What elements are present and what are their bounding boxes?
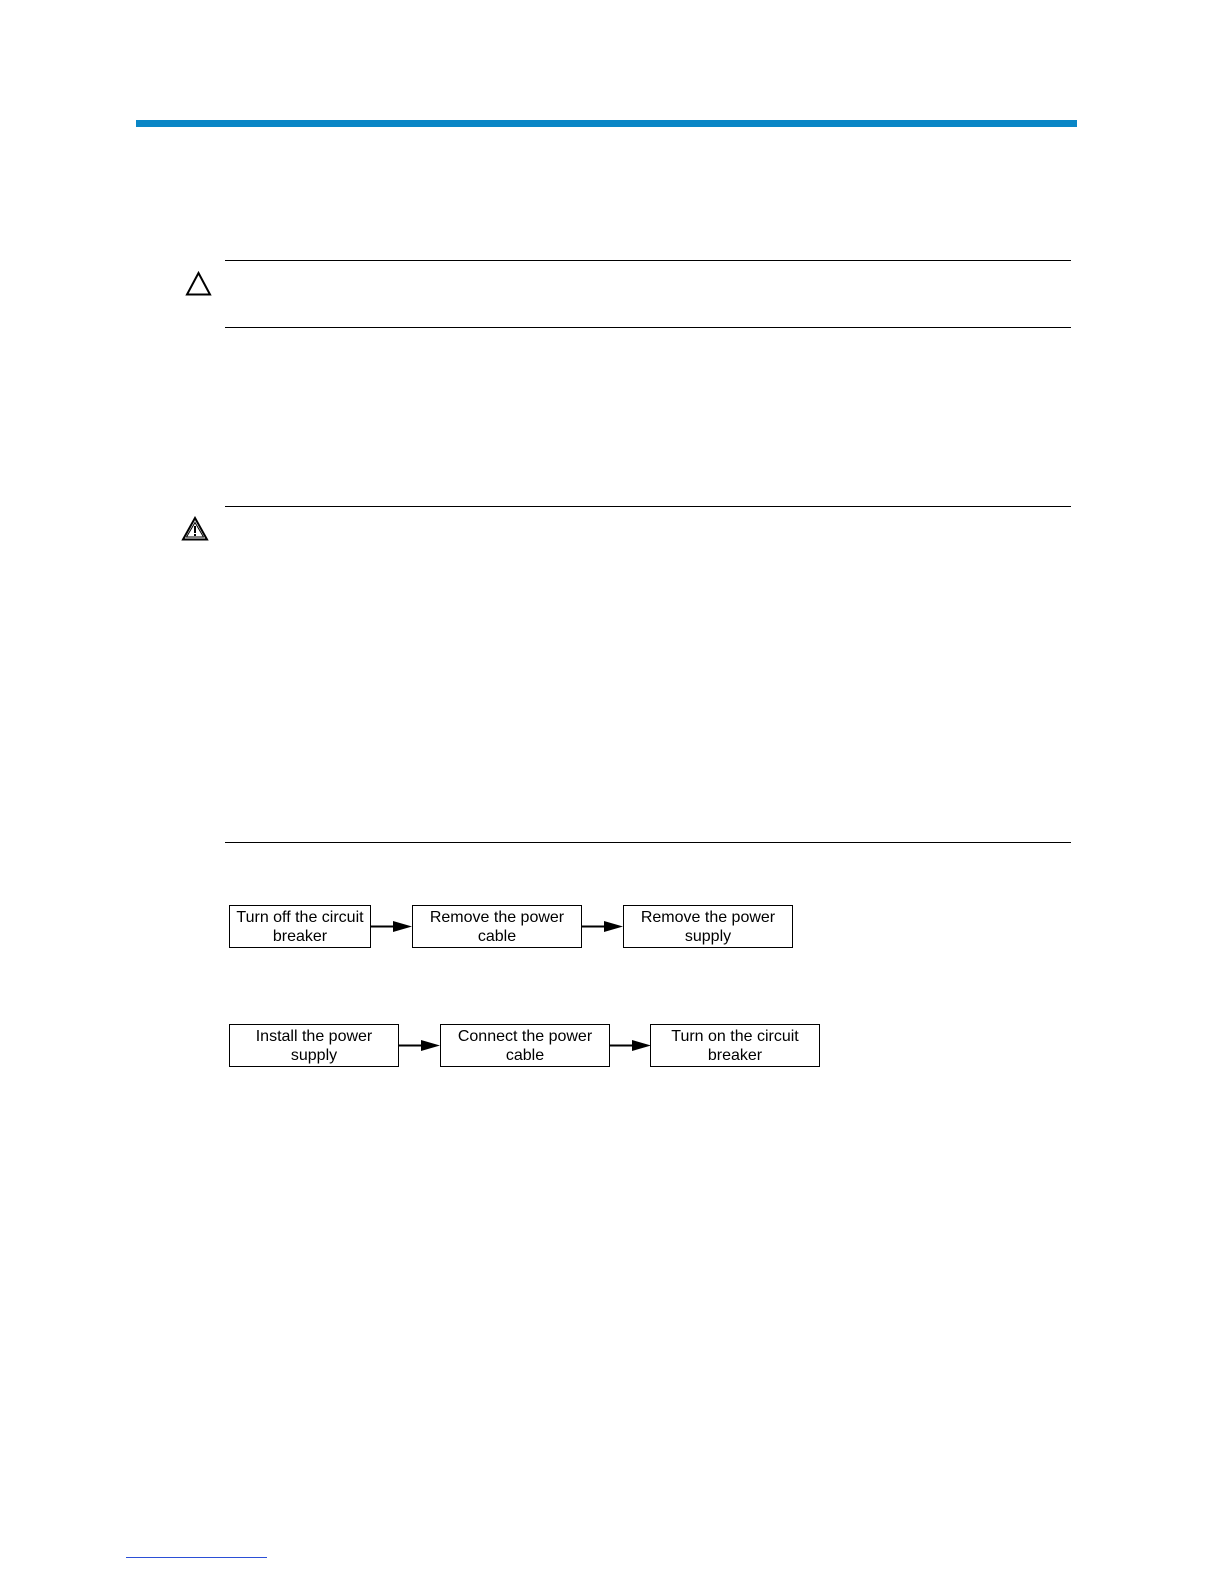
flow-step-turn-off-breaker: Turn off the circuit breaker (229, 905, 371, 948)
flow-arrow (610, 1037, 652, 1054)
flow-step-connect-cable: Connect the power cable (440, 1024, 610, 1067)
footer-link-underline[interactable] (126, 1557, 267, 1558)
caution-triangle-icon (185, 271, 212, 297)
caution-bottom-rule (225, 327, 1071, 328)
warning-top-rule (225, 506, 1071, 507)
flow-step-remove-cable: Remove the power cable (412, 905, 582, 948)
flow-arrow (399, 1037, 441, 1054)
warning-triangle-icon (181, 516, 209, 542)
flow-step-install-supply: Install the power supply (229, 1024, 399, 1067)
flow-step-turn-on-breaker: Turn on the circuit breaker (650, 1024, 820, 1067)
flow-step-remove-supply: Remove the power supply (623, 905, 793, 948)
flow-arrow (582, 918, 624, 935)
flow-arrow (371, 918, 413, 935)
warning-bottom-rule (225, 842, 1071, 843)
chapter-header-rule (136, 120, 1077, 127)
caution-top-rule (225, 260, 1071, 261)
